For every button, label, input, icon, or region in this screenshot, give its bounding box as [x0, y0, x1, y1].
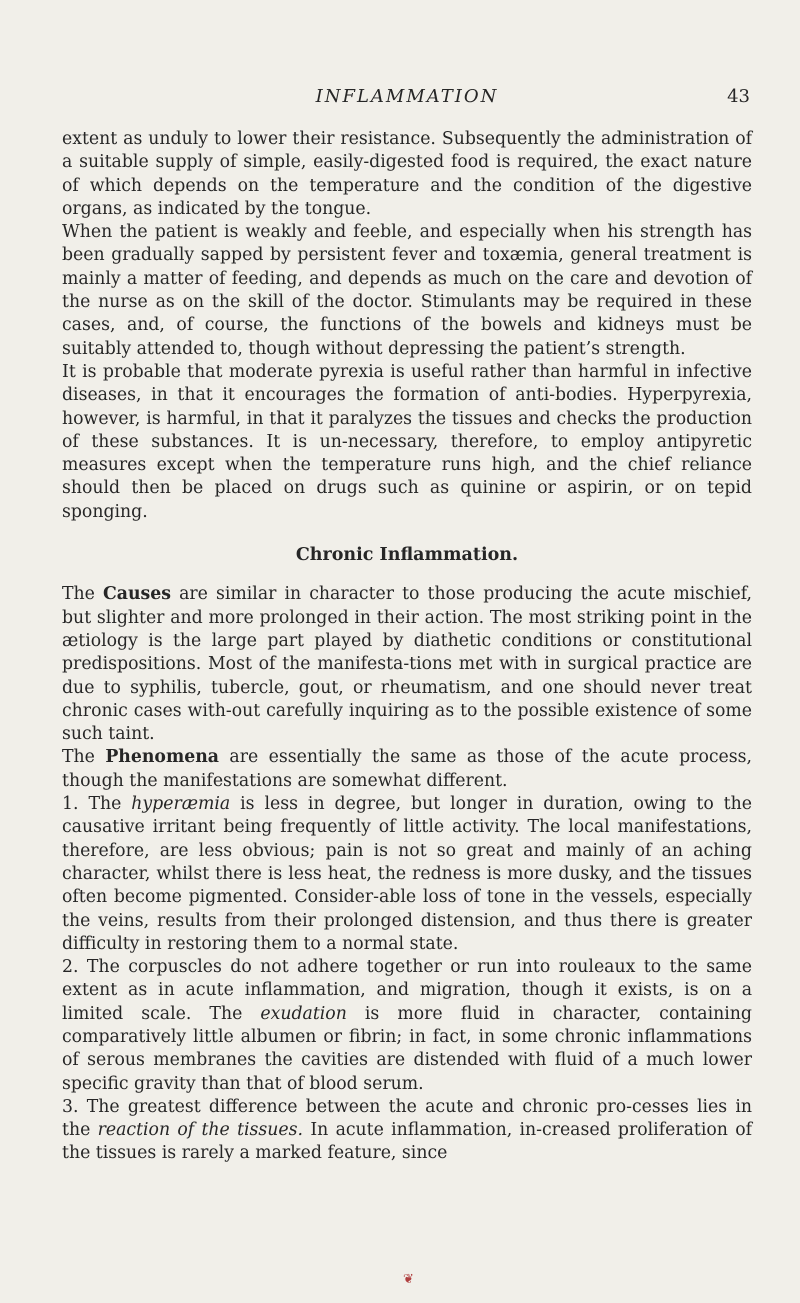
phenomena-term: Phenomena — [105, 747, 219, 768]
paragraph: When the patient is weakly and feeble, and especially when his strength has been gradually sapped by persistent fever and toxæmia, general treatment is mainly a matter of feeding, and depends as much on the care and devotion of the nurse as on the skill of the doctor. Stimulants may be required in these cases, and, of course, the functions of the bowels and kidneys must be suitably attended to, though without depressing the patient’s strength. — [62, 222, 752, 359]
list-item-reaction — [62, 1096, 752, 1166]
paragraph: It is probable that moderate pyrexia is useful rather than harmful in infective diseases, in that it encourages the formation of anti-bodies. Hyperpyrexia, however, is harmful, in that it paralyzes the tissues and checks the production of these substances. It is un-necessary, therefore, to employ antipyretic measures except when the temperature runs high, and the chief reliance should then be placed on drugs such as quinine or aspirin, or on tepid sponging. — [62, 361, 752, 522]
causes-text: are similar in character to those producing the acute mischief, but slighter and more prolonged in their action. The most striking point in the ætiology is the large part played by diathetic conditions or constitutional predispositions. Most of the manifesta-tions met with in surgical practice are due to syphilis, tubercle, gout, or rheumatism, and one should never treat chronic cases with-out carefully inquiring as to the possible existence of some such taint. — [62, 584, 753, 745]
section-heading: Chronic Inflammation. — [295, 545, 519, 566]
phenomena-text: are essentially the same as those of the acute process, though the manifestations are somewhat different. — [62, 747, 752, 791]
upper-body-text — [62, 128, 752, 1166]
item-pre: The greatest difference between the acute and chronic pro-cesses lies in the — [62, 1096, 752, 1141]
causes-term: Causes — [103, 584, 171, 605]
item-number: 3. — [62, 1096, 79, 1117]
phenomena-lead: The — [62, 747, 95, 768]
page-header — [62, 86, 752, 126]
page-number: 43 — [727, 86, 750, 107]
item-text: is more fluid in character, containing comparatively little albumen or fibrin; in fact, in some chronic inflammations of serous membranes the cavities are distended with fluid of a much lower specific gravity than that of blood serum. — [62, 1003, 752, 1094]
item-number: 2. — [62, 957, 79, 978]
list-item-corpuscles — [62, 956, 752, 1096]
item-term: reaction of the tissues. — [97, 1120, 304, 1141]
item-term: hyperæmia — [131, 794, 231, 815]
causes-lead: The — [62, 584, 95, 605]
item-text: is less in degree, but longer in duration, owing to the causative irritant being frequently of little activity. The local manifestations, therefore, are less obvious; pain is not so great and mainly of an aching character, whilst there is less heat, the redness is more dusky, and the tissues often become pigmented. Consider-able loss of tone in the vessels, especially the veins, results from their prolonged distension, and thus there is greater difficulty in restoring them to a normal state. — [62, 794, 752, 954]
ornament-icon: ❦ — [403, 1272, 414, 1287]
item-term: exudation — [260, 1003, 347, 1024]
list-item-hyperaemia — [62, 793, 752, 956]
causes-paragraph — [62, 583, 752, 746]
running-title: INFLAMMATION — [315, 86, 499, 107]
item-text: In acute inflammation, in-creased proliferation of the tissues is rarely a marked feature, since — [62, 1120, 752, 1164]
item-number: 1. The — [62, 794, 122, 815]
paragraph: extent as unduly to lower their resistance. Subsequently the administration of a suitable supply of simple, easily-digested food is required, the exact nature of which depends on the temperature and the condition of the digestive organs, as indicated by the tongue. — [62, 129, 752, 219]
phenomena-paragraph — [62, 746, 752, 793]
item-pre: The corpuscles do not adhere together or run into rouleaux to the same extent as in acute inflammation, and migration, though it exists, is on a limited scale. The — [62, 957, 752, 1024]
